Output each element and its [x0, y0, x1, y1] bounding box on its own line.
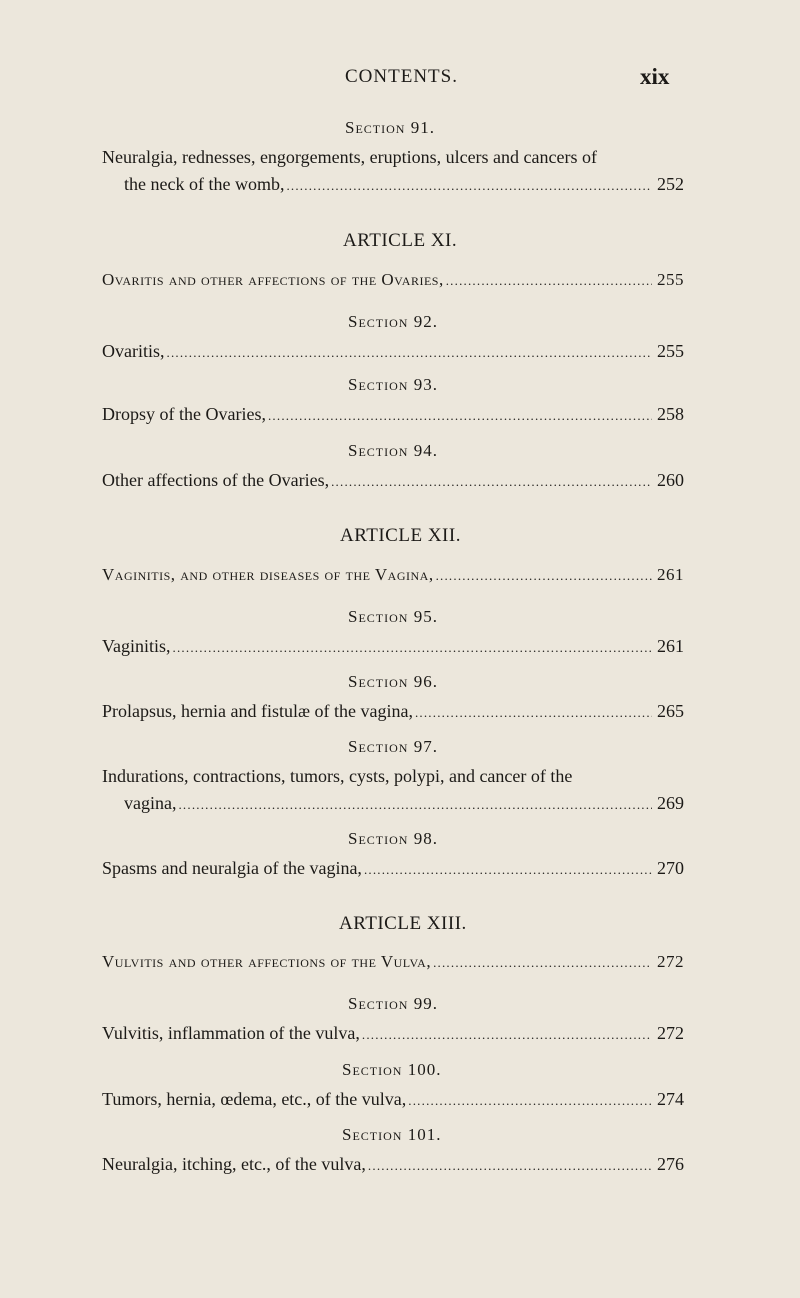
toc-entry [102, 470, 684, 491]
section-heading: Section 95. [348, 607, 438, 626]
toc-entry [124, 174, 684, 195]
toc-entry-title: Other affections of the Ovaries, [102, 470, 330, 490]
article-heading: ARTICLE XIII. [339, 913, 467, 934]
section-heading: Section 100. [342, 1060, 442, 1079]
dot-leader [286, 178, 652, 194]
toc-entry [102, 1089, 684, 1110]
section-heading: Section 97. [348, 737, 438, 756]
section-heading: Section 96. [348, 672, 438, 691]
running-header-title: CONTENTS. [345, 66, 458, 87]
toc-entry-page: 272 [657, 1023, 684, 1043]
toc-entry [102, 1154, 684, 1175]
article-heading: ARTICLE XII. [340, 525, 461, 546]
toc-entry-title: Vulvitis, inflammation of the vulva, [102, 1023, 360, 1043]
section-heading: Section 93. [348, 375, 438, 394]
section-heading: Section 94. [348, 441, 438, 460]
dot-leader [364, 862, 652, 878]
toc-entry [102, 404, 684, 425]
toc-entry [102, 565, 684, 585]
toc-entry [102, 270, 684, 290]
toc-entry [102, 952, 684, 972]
toc-entry-page: 261 [657, 636, 684, 656]
toc-entry-title: Tumors, hernia, œdema, etc., of the vulva, [102, 1089, 407, 1109]
toc-entry-first-line: Neuralgia, rednesses, engorgements, eruptions, ulcers and cancers of [102, 147, 597, 167]
toc-entry [102, 701, 684, 722]
toc-entry [102, 858, 684, 879]
toc-entry-page: 272 [657, 952, 684, 971]
dot-leader [415, 705, 652, 721]
dot-leader [368, 1158, 652, 1174]
toc-entry-title: Dropsy of the Ovaries, [102, 404, 266, 424]
toc-entry [102, 636, 684, 657]
section-heading: Section 92. [348, 312, 438, 331]
article-heading: ARTICLE XI. [343, 230, 458, 251]
toc-entry-page: 255 [657, 270, 684, 289]
toc-entry-page: 258 [657, 404, 684, 424]
toc-entry [102, 341, 684, 362]
toc-entry-title: Spasms and neuralgia of the vagina, [102, 858, 362, 878]
section-heading: Section 91. [345, 118, 435, 137]
dot-leader [331, 474, 652, 490]
toc-entry-page: 270 [657, 858, 684, 878]
toc-entry-title: the neck of the womb, [124, 174, 285, 194]
toc-entry-page: 274 [657, 1089, 684, 1109]
toc-entry-page: 255 [657, 341, 684, 361]
toc-entry [102, 1023, 684, 1044]
toc-entry-title: Ovaritis and other affections of the Ovaries, [102, 270, 444, 289]
dot-leader [446, 273, 652, 289]
toc-entry-title: Neuralgia, itching, etc., of the vulva, [102, 1154, 366, 1174]
toc-entry-page: 276 [657, 1154, 684, 1174]
toc-entry-title: vagina, [124, 793, 177, 813]
toc-entry-first-line: Indurations, contractions, tumors, cysts, polypi, and cancer of the [102, 766, 573, 786]
dot-leader [167, 345, 653, 361]
dot-leader [268, 408, 652, 424]
section-heading: Section 98. [348, 829, 438, 848]
dot-leader [178, 797, 652, 813]
section-heading: Section 99. [348, 994, 438, 1013]
toc-entry-page: 269 [657, 793, 684, 813]
toc-entry-title: Vaginitis, [102, 636, 171, 656]
toc-entry-page: 252 [657, 174, 684, 194]
toc-entry [124, 793, 684, 814]
toc-entry-title: Prolapsus, hernia and fistulæ of the vagina, [102, 701, 413, 721]
page-number-roman: xix [640, 64, 670, 89]
dot-leader [362, 1027, 652, 1043]
dot-leader [433, 955, 652, 971]
toc-entry-title: Vaginitis, and other diseases of the Vagina, [102, 565, 434, 584]
toc-entry-page: 261 [657, 565, 684, 584]
toc-entry-title: Ovaritis, [102, 341, 165, 361]
section-heading: Section 101. [342, 1125, 442, 1144]
dot-leader [436, 568, 652, 584]
dot-leader [173, 640, 652, 656]
toc-entry-page: 260 [657, 470, 684, 490]
toc-entry-title: Vulvitis and other affections of the Vulva, [102, 952, 432, 971]
toc-entry-page: 265 [657, 701, 684, 721]
dot-leader [408, 1093, 652, 1109]
